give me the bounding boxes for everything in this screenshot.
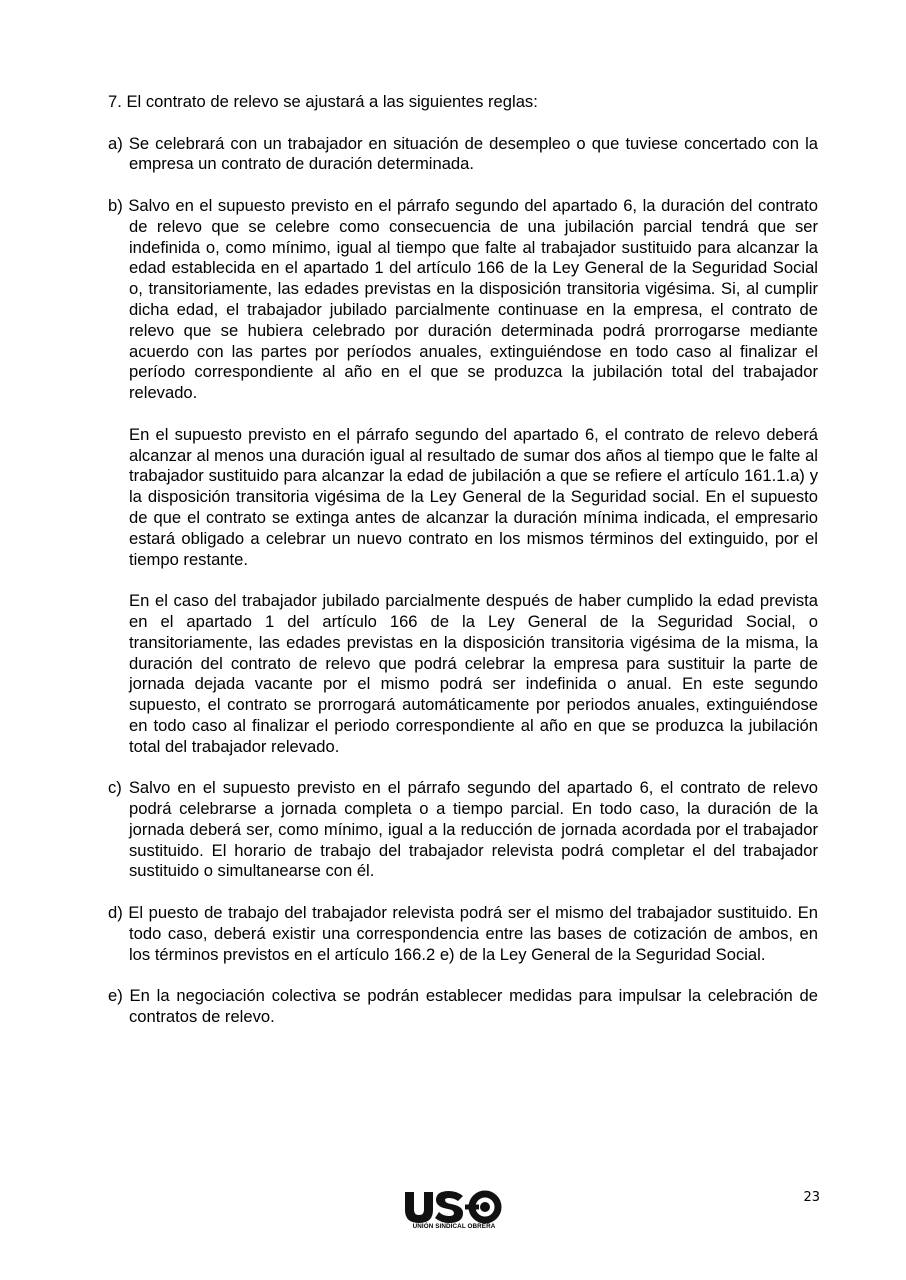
document-body	[108, 92, 818, 1028]
rule-a: a) Se celebrará con un trabajador en situación de desempleo o que tuviese concertado con la empresa un contrato de duración determinada.	[108, 133, 818, 174]
uso-logo	[403, 1190, 505, 1242]
rule-d: d) El puesto de trabajo del trabajador relevista podrá ser el mismo del trabajador sustituido. En todo caso, deberá existir una correspondencia entre las bases de cotización de ambos, en los términos previstos en el artículo 166.2 e) de la Ley General de la Seguridad Social.	[108, 903, 818, 964]
rule-c: c) Salvo en el supuesto previsto en el párrafo segundo del apartado 6, el contrato de relevo podrá celebrarse a jornada completa o a tiempo parcial. En todo caso, la duración de la jornada deberá ser, como mínimo, igual a la reducción de jornada acordada por el trabajador sustituido. El horario de trabajo del trabajador relevista podrá completar el del trabajador sustituido o simultanearse con él.	[108, 778, 818, 881]
rule-e: e) En la negociación colectiva se podrán establecer medidas para impulsar la celebración de contratos de relevo.	[108, 986, 818, 1027]
rule-b-paragraph-3: En el caso del trabajador jubilado parcialmente después de haber cumplido la edad prevista en el apartado 1 del artículo 166 de la Ley General de la Seguridad Social, o transitoriamente, las edades previstas en la disposición transitoria vigésima de la misma, la duración del contrato de relevo que podrá celebrar la empresa para sustituir la parte de jornada dejada vacante por el mismo podrá ser indefinida o anual. En este segundo supuesto, el contrato se prorrogará automáticamente por periodos anuales, extinguiéndose en todo caso al finalizar el periodo correspondiente al año en que se produzca la jubilación total del trabajador relevado.	[129, 591, 818, 756]
rules-intro: 7. El contrato de relevo se ajustará a las siguientes reglas:	[108, 92, 538, 111]
uso-logo-mark	[403, 1190, 505, 1224]
logo-caption: UNIÓN SINDICAL OBRERA	[412, 1223, 496, 1230]
page-number: 23	[803, 1190, 820, 1205]
rule-b-paragraph-2: En el supuesto previsto en el párrafo segundo del apartado 6, el contrato de relevo deberá alcanzar al menos una duración igual al resultado de sumar dos años al tiempo que le falte al trabajador sustituido para alcanzar la edad de jubilación a que se refiere el artículo 161.1.a) y la disposición transitoria vigésima de la Ley General de la Seguridad social. En el supuesto de que el contrato se extinga antes de alcanzar la duración mínima indicada, el empresario estará obligado a celebrar un nuevo contrato en los mismos términos del extinguido, por el tiempo restante.	[129, 424, 818, 569]
rule-b: b) Salvo en el supuesto previsto en el párrafo segundo del apartado 6, la duración del contrato de relevo que se celebre como consecuencia de una jubilación parcial tendrá que ser indefinida o, como mínimo, igual al tiempo que falte al trabajador sustituido para alcanzar la edad establecida en el apartado 1 del artículo 166 de la Ley General de la Seguridad Social o, transitoriamente, las edades previstas en la disposición transitoria vigésima. Si, al cumplir dicha edad, el trabajador jubilado parcialmente continuase en la empresa, el contrato de relevo que se hubiera celebrado por duración determinada podrá prorrogarse mediante acuerdo con las partes por períodos anuales, extinguiéndose en todo caso al finalizar el período correspondiente al año en el que se produzca la jubilación total del trabajador relevado.	[108, 195, 818, 403]
